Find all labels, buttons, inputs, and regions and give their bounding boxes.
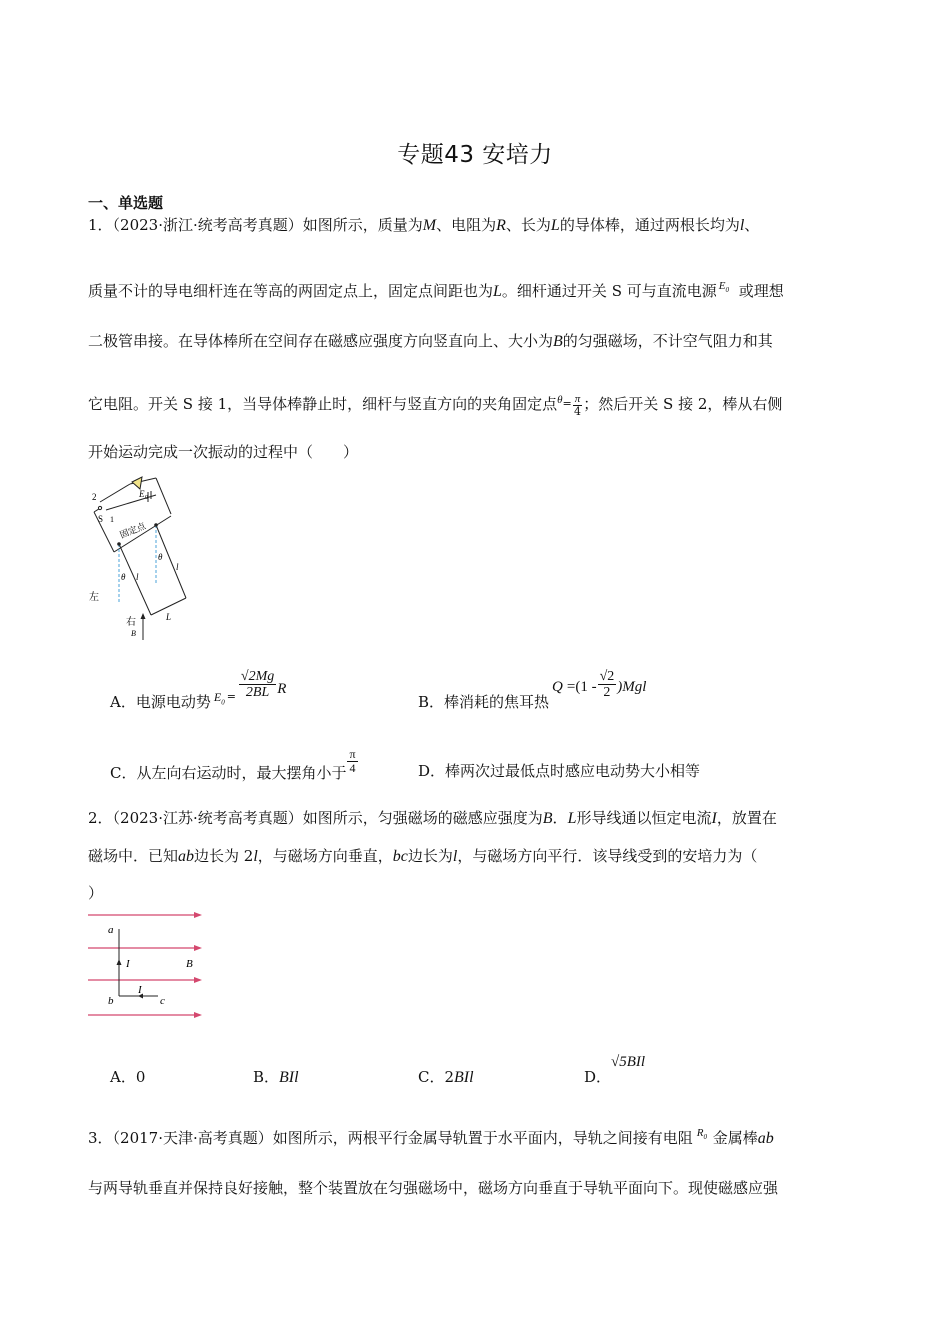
fig1-label-theta1: θ — [121, 572, 126, 582]
q1-line5: 开始运动完成一次振动的过程中（ ） — [88, 443, 359, 461]
fig1-label-L: L — [166, 612, 172, 622]
fig2-label-c: c — [160, 995, 165, 1007]
q2-option-a[interactable]: A．0 — [110, 1068, 146, 1086]
fig2-label-I1: I — [126, 958, 130, 970]
fig1-label-E0-sub: 0 — [145, 495, 148, 501]
q1-figure — [86, 472, 196, 642]
fig1-label-theta2: θ — [158, 552, 163, 562]
q3-line1: 3．（2017·天津·高考真题）如图所示，两根平行金属导轨置于水平面内，导轨之间接有电阻 $R_0$ 金属棒ab — [88, 1127, 774, 1147]
q1-line1: 1．（2023·浙江·统考高考真题）如图所示，质量为M、电阻为R、长为L的导体棒，通过两根长均为l、 — [88, 216, 760, 234]
q1-option-b[interactable]: B．棒消耗的焦耳热Q =(1 - $\frac{√2}{2}$ )Mgl — [418, 669, 647, 711]
fig1-label-left: 左 — [89, 592, 99, 603]
q3-line2: 与两导轨垂直并保持良好接触，整个装置放在匀强磁场中，磁场方向垂直于导轨平面向下。现使磁感应强 — [88, 1179, 779, 1197]
fig1-label-1: 1 — [110, 515, 114, 524]
fig2-label-b: b — [108, 995, 114, 1007]
fig1-label-E0: E — [139, 489, 145, 499]
fig1-label-S: S — [98, 514, 104, 524]
fig1-label-B: B — [131, 629, 136, 638]
fig1-label-l1: l — [136, 572, 139, 582]
q2-line3: ） — [88, 884, 104, 902]
q1-line2: 质量不计的导电细杆连在等高的两固定点上，固定点间距也为L。细杆通过开关 S 可与直流电源 $E_0$ 或理想 — [88, 280, 784, 300]
fig2-label-I2: I — [138, 984, 142, 996]
q2-line1: 2．（2023·江苏·统考高考真题）如图所示，匀强磁场的磁感应强度为B．L形导线通以恒定电流I，放置在 — [88, 809, 777, 827]
q1-option-d[interactable]: D．棒两次过最低点时感应电动势大小相等 — [418, 762, 701, 780]
q2-figure — [86, 905, 206, 1023]
fig1-label-l2: l — [176, 562, 179, 572]
fig1-label-2: 2 — [92, 492, 97, 502]
q2-line2: 磁场中．已知ab边长为 2l，与磁场方向垂直，bc边长为l，与磁场方向平行．该导线受到的安培力为（ — [88, 847, 758, 865]
fig1-label-right: 右 — [126, 617, 136, 628]
page-title: 专题43 安培力 — [397, 142, 553, 168]
section-heading: 一、单选题 — [88, 194, 164, 212]
q1-option-a[interactable]: A．电源电动势 $_{E_0}$ $_=$ $\frac{√2Mg}{2BL}$ R — [110, 669, 287, 711]
q2-option-d[interactable]: D．√5BIl — [584, 1054, 646, 1086]
q1-option-c[interactable]: C．从左向右运动时，最大摆角小于 $\frac{\pi}{4}$ — [110, 747, 356, 782]
fig2-label-B: B — [186, 958, 193, 970]
fig1-label-fixed: 固定点 — [118, 521, 148, 541]
q2-option-b[interactable]: B．BIl — [253, 1068, 299, 1086]
q2-option-c[interactable]: C．2BIl — [418, 1068, 474, 1086]
q1-line3: 二极管串接。在导体棒所在空间存在磁感应强度方向竖直向上、大小为B的匀强磁场，不计空气阻力和其 — [88, 332, 773, 350]
fig2-label-a: a — [108, 924, 114, 936]
q1-line4: 它电阻。开关 S 接 1，当导体棒静止时，细杆与竖直方向的夹角固定点$^\theta$= $\frac{\pi}{4}$ ；然后开关 S 接 2，棒从右侧 — [88, 393, 783, 419]
